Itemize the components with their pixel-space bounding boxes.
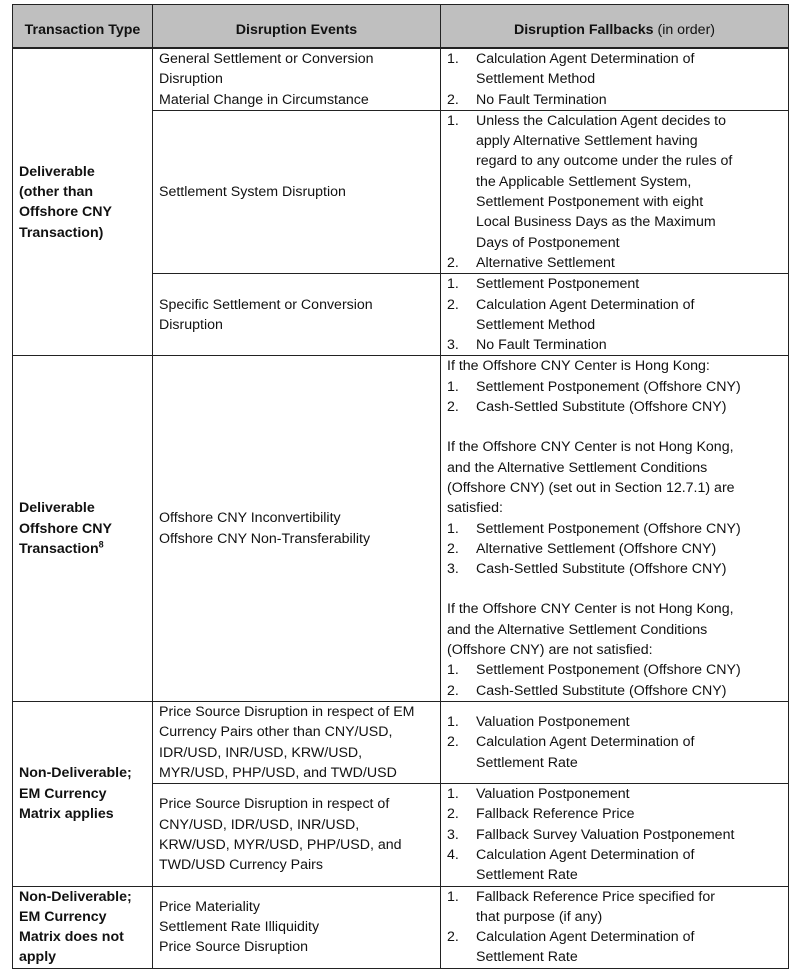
table-row bbox=[13, 356, 789, 701]
condition-intro: If the Offshore CNY Center is not Hong Kong, and the Alternative Settlement Conditions (Offshore CNY) are not satisfied: bbox=[447, 601, 734, 659]
table-row bbox=[13, 48, 789, 110]
fallbacks-cell bbox=[441, 886, 789, 968]
fallbacks-cell bbox=[441, 701, 789, 783]
table-row bbox=[13, 701, 789, 783]
transaction-type-cell: Non-Deliverable; EM Currency Matrix does not apply bbox=[13, 886, 153, 968]
list-item: 2. No Fault Termination bbox=[447, 91, 607, 108]
fallback-list bbox=[447, 784, 782, 885]
disruption-table bbox=[12, 4, 789, 969]
events-cell: Price Source Disruption in respect of CNY/USD, IDR/USD, INR/USD, KRW/USD, MYR/USD, PHP/USD, and TWD/USD Currency Pairs bbox=[153, 784, 441, 886]
fallbacks-cell bbox=[441, 48, 789, 110]
list-item: 1. Settlement Postponement (Offshore CNY) bbox=[447, 378, 741, 395]
list-item: 2. Calculation Agent Determination of Settlement Rate bbox=[447, 734, 695, 771]
list-item: 2. Fallback Reference Price bbox=[447, 806, 635, 823]
header-row bbox=[13, 5, 789, 49]
condition-intro: If the Offshore CNY Center is Hong Kong: bbox=[447, 358, 710, 375]
fallback-list bbox=[447, 49, 782, 110]
list-item: 2. Calculation Agent Determination of Settlement Method bbox=[447, 296, 695, 333]
fallbacks-cell bbox=[441, 784, 789, 886]
transaction-type-cell: Deliverable Offshore CNY Transaction$^8$ bbox=[13, 356, 153, 701]
list-item: 1. Calculation Agent Determination of Settlement Method bbox=[447, 51, 695, 88]
list-item: 3. Cash-Settled Substitute (Offshore CNY) bbox=[447, 561, 727, 578]
events-cell: Specific Settlement or Conversion Disruption bbox=[153, 274, 441, 356]
events-cell: Settlement System Disruption bbox=[153, 110, 441, 273]
list-item: 3. Fallback Survey Valuation Postponement bbox=[447, 826, 735, 843]
list-item: 1. Unless the Calculation Agent decides to apply Alternative Settlement having regard to any outcome under the rules of the Applicable Settlement System, Settlement Postponement with eight Local Business Days as the Maximum Days of Postponement bbox=[447, 112, 733, 251]
list-item: 2. Alternative Settlement (Offshore CNY) bbox=[447, 540, 717, 557]
list-item: 1. Valuation Postponement bbox=[447, 714, 630, 731]
events-cell: Price Materiality Settlement Rate Illiquidity Price Source Disruption bbox=[153, 886, 441, 968]
events-cell: General Settlement or Conversion Disruption Material Change in Circumstance bbox=[153, 48, 441, 110]
list-item: 1. Settlement Postponement (Offshore CNY) bbox=[447, 662, 741, 679]
fallbacks-cell bbox=[441, 356, 789, 701]
header-disruption-events: Disruption Events bbox=[153, 5, 441, 49]
condition-intro: If the Offshore CNY Center is not Hong Kong, and the Alternative Settlement Conditions (Offshore CNY) (set out in Section 12.7.1) are satisfied: bbox=[447, 439, 735, 517]
list-item: 2. Alternative Settlement bbox=[447, 254, 615, 271]
fallback-list bbox=[447, 274, 782, 355]
list-item: 1. Settlement Postponement bbox=[447, 276, 640, 293]
footnote-marker: 8 bbox=[98, 539, 104, 550]
header-note: (in order) bbox=[657, 21, 716, 38]
table-row bbox=[13, 886, 789, 968]
fallback-list bbox=[447, 660, 782, 701]
list-item: 4. Calculation Agent Determination of Settlement Rate bbox=[447, 846, 695, 884]
list-item: 3. No Fault Termination bbox=[447, 337, 607, 354]
events-cell: Offshore CNY Inconvertibility Offshore CNY Non-Transferability bbox=[153, 356, 441, 701]
fallback-list bbox=[447, 519, 782, 580]
fallback-list bbox=[447, 712, 782, 773]
fallbacks-cell bbox=[441, 274, 789, 356]
fallback-list bbox=[447, 111, 782, 273]
fallback-list bbox=[447, 887, 782, 968]
list-item: 2. Cash-Settled Substitute (Offshore CNY) bbox=[447, 399, 727, 416]
list-item: 2. Calculation Agent Determination of Settlement Rate bbox=[447, 929, 695, 966]
fallbacks-cell bbox=[441, 110, 789, 273]
header-disruption-fallbacks: Disruption Fallbacks (in order) bbox=[441, 5, 789, 49]
list-item: 1. Settlement Postponement (Offshore CNY) bbox=[447, 520, 741, 537]
list-item: 1. Fallback Reference Price specified for that purpose (if any) bbox=[447, 888, 715, 925]
disruption-table-container bbox=[12, 4, 788, 969]
header-transaction-type: Transaction Type bbox=[13, 5, 153, 49]
fallback-list bbox=[447, 377, 782, 418]
list-item: 2. Cash-Settled Substitute (Offshore CNY) bbox=[447, 682, 727, 699]
transaction-type-cell: Deliverable (other than Offshore CNY Transaction) bbox=[13, 48, 153, 356]
transaction-type-cell: Non-Deliverable; EM Currency Matrix applies bbox=[13, 701, 153, 886]
events-cell: Price Source Disruption in respect of EM Currency Pairs other than CNY/USD, IDR/USD, INR/USD, KRW/USD, MYR/USD, PHP/USD, and TWD/USD bbox=[153, 701, 441, 783]
list-item: 1. Valuation Postponement bbox=[447, 786, 630, 803]
